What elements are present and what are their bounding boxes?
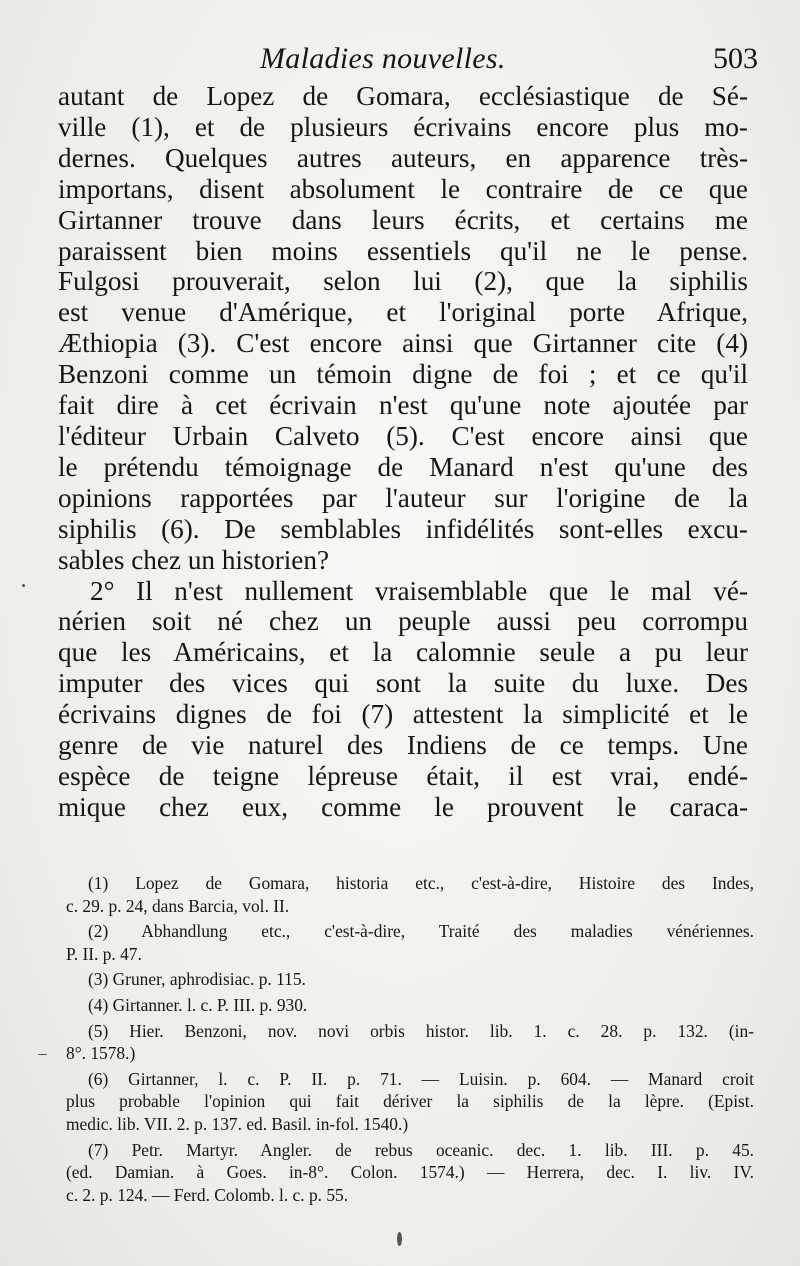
- body-line: siphilis (6). De semblables infidélités sont-elles excu-: [58, 513, 748, 544]
- footnote-line: P. II. p. 47.: [66, 943, 142, 964]
- footnote: [66, 968, 754, 991]
- body-text: [58, 81, 748, 823]
- ink-speck: [22, 584, 25, 587]
- footnote-line: c. 29. p. 24, dans Barcia, vol. II.: [66, 895, 290, 916]
- body-line: imputer des vices qui sont la suite du luxe. Des: [58, 668, 748, 699]
- body-line: Benzoni comme un témoin digne de foi ; et ce qu'il: [58, 359, 748, 390]
- footnote-line: (7) Petr. Martyr. Angler. de rebus oceanic. dec. 1. lib. III. p. 45.: [88, 1139, 754, 1160]
- body-line: dernes. Quelques autres auteurs, en apparence très-: [58, 142, 748, 173]
- body-line: le prétendu témoignage de Manard n'est qu'une des: [58, 451, 748, 482]
- footnote-line: plus probable l'opinion qui fait dériver la siphilis de la lèpre. (Epist.: [66, 1091, 754, 1112]
- page-number: 503: [713, 42, 758, 75]
- footnote-line: (ed. Damian. à Goes. in-8°. Colon. 1574.) — Herrera, dec. I. liv. IV.: [66, 1162, 754, 1183]
- body-line: nérien soit né chez un peuple aussi peu corrompu: [58, 606, 748, 637]
- ink-speck: [38, 1054, 47, 1055]
- body-line: est venue d'Amérique, et l'original porte Afrique,: [58, 297, 748, 328]
- footnote: [66, 1068, 754, 1136]
- body-line: ville (1), et de plusieurs écrivains encore plus mo-: [58, 111, 748, 142]
- body-line: Æthiopia (3). C'est encore ainsi que Girtanner cite (4): [58, 328, 748, 359]
- body-line: autant de Lopez de Gomara, ecclésiastique de Sé-: [58, 81, 748, 111]
- footnote: [66, 1139, 754, 1207]
- footnote-line: c. 2. p. 124. — Ferd. Colomb. l. c. p. 55.: [66, 1184, 349, 1205]
- body-line: espèce de teigne lépreuse était, il est vrai, endé-: [58, 760, 748, 791]
- body-line: l'éditeur Urbain Calveto (5). C'est encore ainsi que: [58, 420, 748, 451]
- page-header: [60, 42, 760, 82]
- body-line: importans, disent absolument le contraire de ce que: [58, 173, 748, 204]
- footnote-line: medic. lib. VII. 2. p. 137. ed. Basil. in-fol. 1540.): [66, 1113, 409, 1134]
- body-line: que les Américains, et la calomnie seule a pu leur: [58, 637, 748, 668]
- running-title: Maladies nouvelles.: [260, 42, 506, 75]
- footnote-line: 8°. 1578.): [66, 1043, 136, 1064]
- body-line: fait dire à cet écrivain n'est qu'une note ajoutée par: [58, 390, 748, 421]
- ink-speck: [397, 1232, 402, 1246]
- body-line: opinions rapportées par l'auteur sur l'origine de la: [58, 482, 748, 513]
- footnotes: [66, 872, 754, 1209]
- footnote-line: (2) Abhandlung etc., c'est-à-dire, Traité des maladies vénériennes.: [88, 921, 754, 942]
- body-line: genre de vie naturel des Indiens de ce temps. Une: [58, 730, 748, 761]
- body-line: sables chez un historien?: [58, 544, 330, 575]
- footnote: [66, 1020, 754, 1065]
- footnote: [66, 994, 754, 1017]
- body-line: Fulgosi prouverait, selon lui (2), que la siphilis: [58, 266, 748, 297]
- body-line: mique chez eux, comme le prouvent le caraca-: [58, 791, 748, 822]
- footnote-line: (6) Girtanner, l. c. P. II. p. 71. — Luisin. p. 604. — Manard croit: [88, 1068, 754, 1089]
- body-line: paraissent bien moins essentiels qu'il ne le pense.: [58, 235, 748, 266]
- body-line: 2° Il n'est nullement vraisemblable que le mal vé-: [90, 575, 748, 606]
- footnote: [66, 920, 754, 965]
- footnote-line: (4) Girtanner. l. c. P. III. p. 930.: [88, 994, 308, 1015]
- body-line: Girtanner trouve dans leurs écrits, et certains me: [58, 204, 748, 235]
- footnote-line: (5) Hier. Benzoni, nov. novi orbis histor. lib. 1. c. 28. p. 132. (in-: [88, 1020, 754, 1041]
- body-line: écrivains dignes de foi (7) attestent la simplicité et le: [58, 699, 748, 730]
- footnote-line: (3) Gruner, aphrodisiac. p. 115.: [88, 969, 306, 990]
- footnote-line: (1) Lopez de Gomara, historia etc., c'est-à-dire, Histoire des Indes,: [88, 873, 754, 893]
- footnote: [66, 872, 754, 917]
